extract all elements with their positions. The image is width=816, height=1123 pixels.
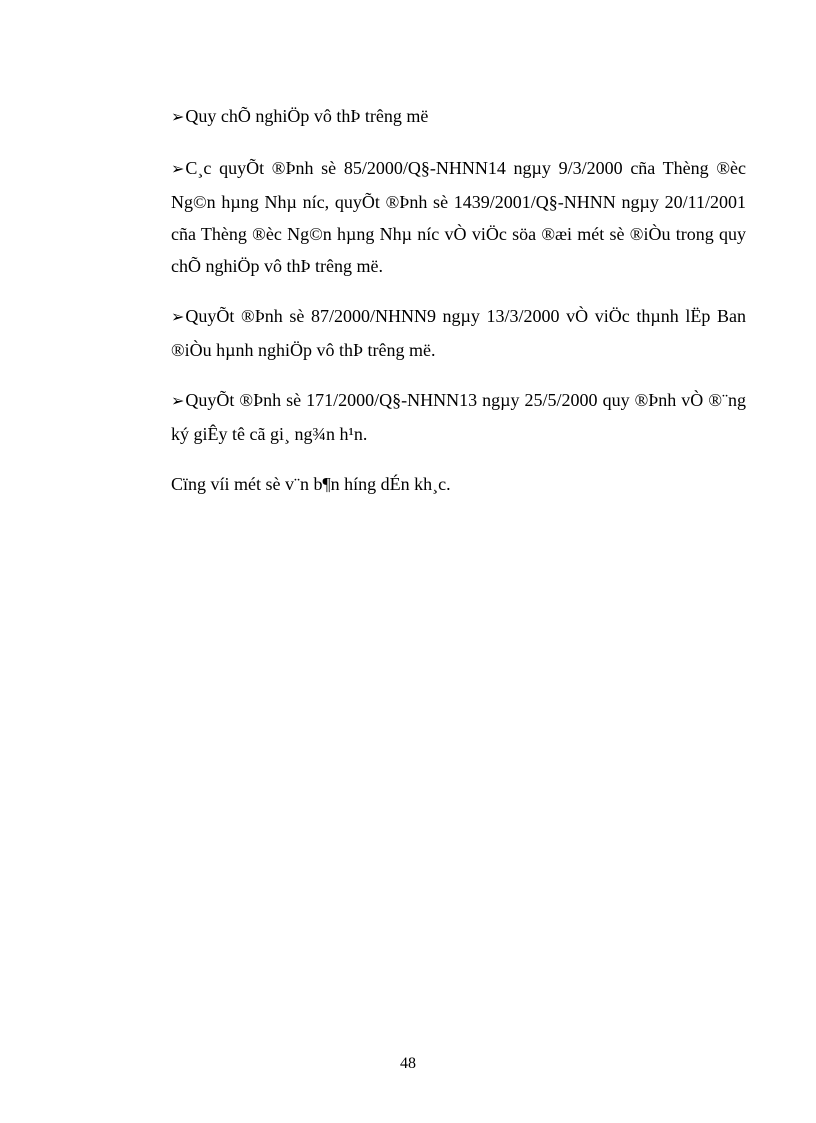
- paragraph-text: C¸c quyÕt ®Þnh sè 85/2000/Q§-NHNN14 ngµy 9/3/2000 cña Thèng ®èc Ng©n hµng Nhµ níc, quyÕt ®Þnh sè 1439/2001/Q§-NHNN ngµy 20/11/2001 cña Thèng ®èc Ng©n hµng Nhµ níc vÒ viÖc söa ®æi mét sè ®iÒu trong quy chÕ nghiÖp vô thÞ trêng më.: [171, 158, 746, 276]
- paragraph-text: QuyÕt ®Þnh sè 171/2000/Q§-NHNN13 ngµy 25/5/2000 quy ®Þnh vÒ ®¨ng ký giÊy tê cã gi¸ ng¾n h¹n.: [171, 390, 746, 444]
- paragraph-quyet-dinh-85: [171, 152, 746, 282]
- arrow-bullet-icon: ➢: [171, 161, 185, 178]
- page-number: 48: [400, 1055, 416, 1072]
- paragraph-quyet-dinh-171: [171, 384, 746, 450]
- document-body: [171, 100, 746, 518]
- paragraph-text: Quy chÕ nghiÖp vô thÞ trêng më: [185, 106, 429, 126]
- paragraph-text: Cïng víi mét sè v¨n b¶n híng dÉn kh¸c.: [171, 474, 451, 494]
- arrow-bullet-icon: ➢: [171, 393, 185, 410]
- paragraph-quy-che: [171, 100, 746, 134]
- paragraph-closing: [171, 468, 746, 500]
- paragraph-text: QuyÕt ®Þnh sè 87/2000/NHNN9 ngµy 13/3/2000 vÒ viÖc thµnh lËp Ban ®iÒu hµnh nghiÖp vô thÞ trêng më.: [171, 306, 746, 360]
- arrow-bullet-icon: ➢: [171, 309, 185, 326]
- arrow-bullet-icon: ➢: [171, 109, 185, 126]
- paragraph-quyet-dinh-87: [171, 300, 746, 366]
